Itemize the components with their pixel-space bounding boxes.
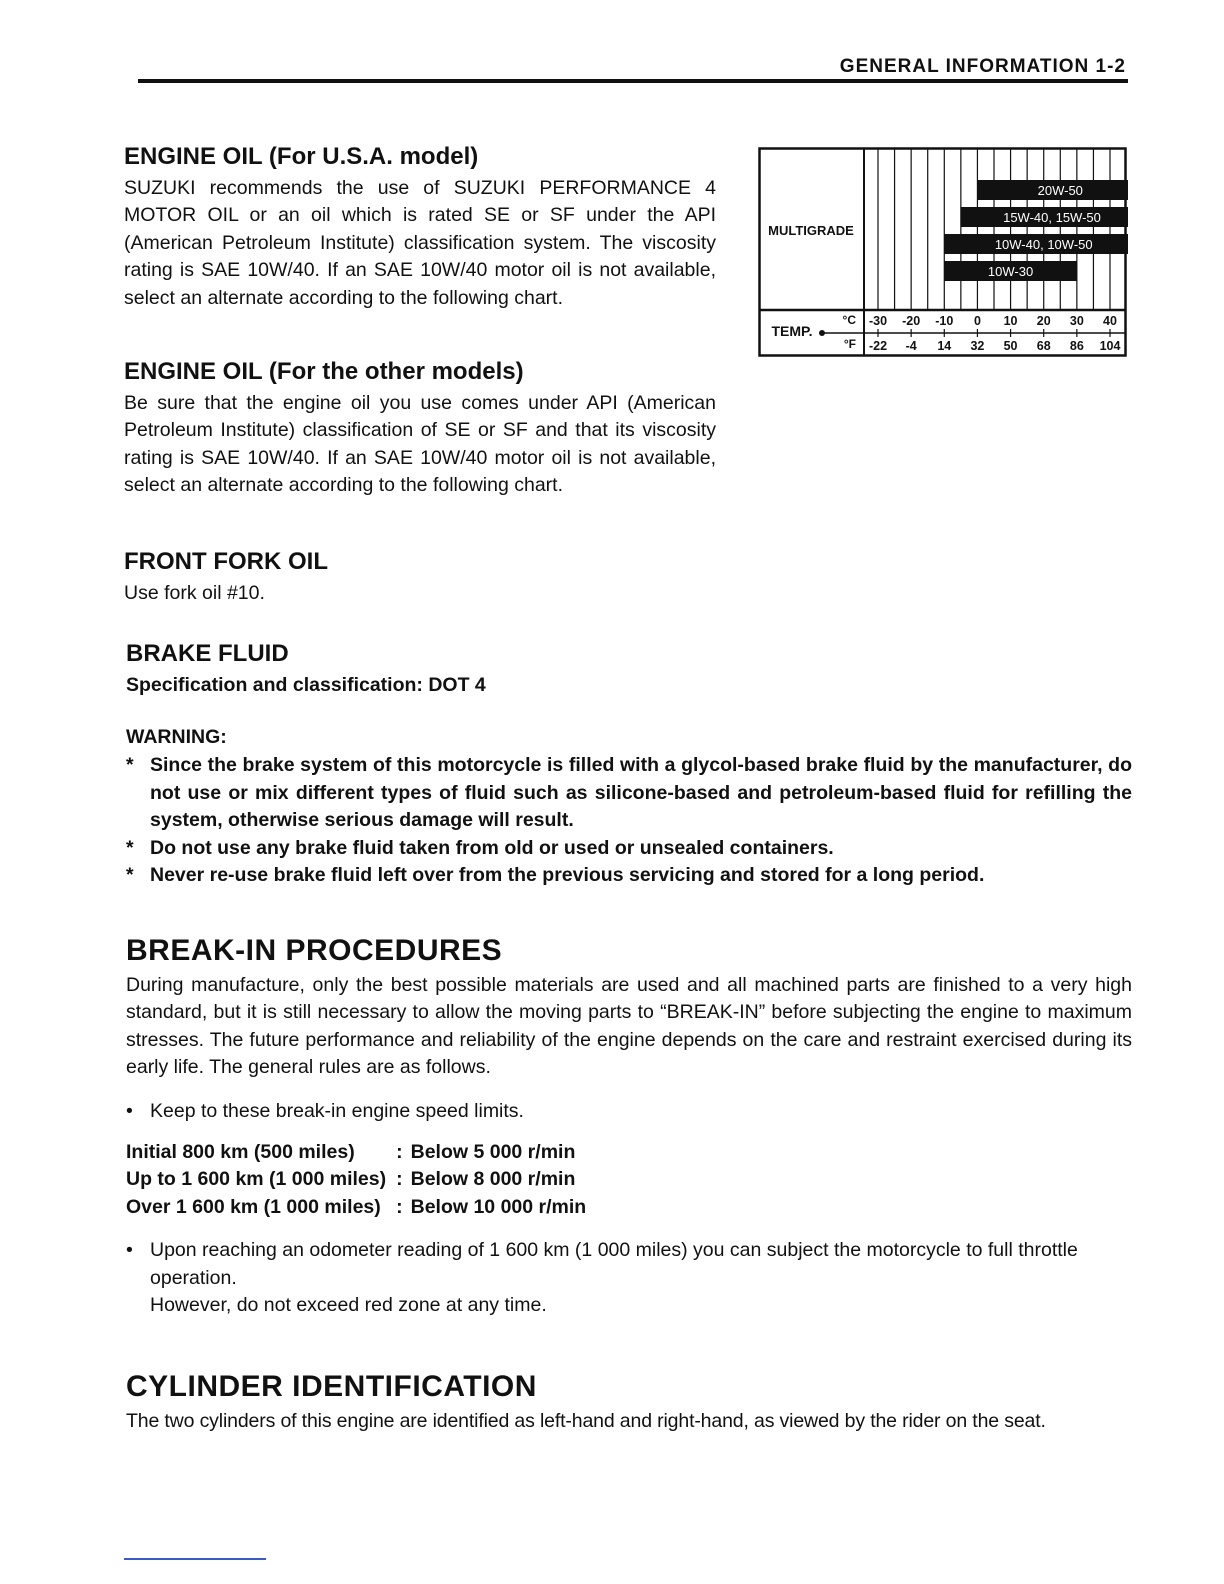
oil-viscosity-chart-svg — [758, 147, 1128, 359]
chart-tick-celsius: -30 — [868, 314, 888, 328]
section-brake-fluid — [126, 640, 1132, 890]
chart-tick-fahrenheit: 86 — [1069, 339, 1084, 353]
chart-tick-celsius: 0 — [973, 314, 981, 328]
chart-bar — [961, 207, 1128, 227]
chart-tick-celsius: 20 — [1036, 314, 1051, 328]
chart-bar-label: 20W-50 — [1037, 183, 1083, 198]
warning-text: Never re-use brake fluid left over from the previous servicing and stored for a long period. — [150, 864, 985, 887]
engine-oil-usa-heading: ENGINE OIL (For U.S.A. model) — [124, 143, 479, 170]
warning-list — [126, 752, 1132, 890]
chart-tick-fahrenheit: 68 — [1036, 339, 1051, 353]
warning-marker: * — [126, 754, 134, 776]
chart-tick-fahrenheit: -22 — [868, 339, 888, 353]
chart-bar — [944, 261, 1077, 281]
chart-tick-fahrenheit: 104 — [1099, 339, 1121, 353]
chart-bar-label: 15W-40, 15W-50 — [1003, 210, 1101, 225]
section-cylinder-identification — [126, 1370, 1136, 1435]
warning-text: Do not use any brake fluid taken from old or used or unsealed containers. — [150, 836, 834, 859]
chart-tick-celsius: 40 — [1103, 314, 1117, 328]
bullet-marker: • — [126, 1099, 133, 1122]
break-in-bullet-1 — [126, 1098, 1132, 1125]
table-row — [126, 1194, 586, 1221]
bullet-text: Upon reaching an odometer reading of 1 600 km (1 000 miles) you can subject the motorcycle to full throttle operation. — [150, 1239, 1078, 1289]
chart-unit-celsius: °C — [842, 313, 856, 327]
break-in-text: During manufacture, only the best possible materials are used and all machined parts are finished to a very high standard, but it is still necessary to allow the moving parts to “BREAK-IN” before subjecting the engine to maximum stresses. The future performance and reliability of the engine depends on the care and restraint exercised during its early life. The general rules are as follows. — [126, 974, 1132, 1079]
chart-tick-fahrenheit: 50 — [1003, 339, 1018, 353]
table-row — [126, 1139, 586, 1166]
bullet-text-continued: However, do not exceed red zone at any time. — [150, 1294, 547, 1317]
limit-sep: : — [396, 1141, 403, 1164]
chart-tick-fahrenheit: 32 — [970, 339, 985, 353]
oil-viscosity-chart — [758, 147, 1128, 364]
chart-row-label: MULTIGRADE — [768, 223, 854, 238]
brake-fluid-spec: Specification and classification: DOT 4 — [126, 674, 486, 696]
section-engine-oil-other — [124, 358, 716, 500]
header-rule — [138, 79, 1128, 83]
chart-tick-celsius: -10 — [935, 314, 954, 328]
chart-bar — [977, 180, 1128, 200]
chart-bars — [944, 180, 1128, 281]
chart-unit-fahrenheit: °F — [843, 337, 856, 351]
engine-oil-other-text: Be sure that the engine oil you use comes under API (American Petroleum Institute) classification of SE or SF and that its viscosity rating is SAE 10W/40. If an SAE 10W/40 motor oil is not available, select an alternate according to the following chart. — [124, 392, 716, 497]
limit-sep: : — [396, 1195, 403, 1218]
chart-gridlines — [878, 149, 1110, 310]
chart-bar-label: 10W-40, 10W-50 — [994, 237, 1093, 252]
break-in-heading: BREAK-IN PROCEDURES — [126, 934, 503, 967]
section-break-in — [126, 934, 1132, 1319]
limit-value: Below 10 000 r/min — [410, 1195, 587, 1218]
chart-bar-label: 10W-30 — [987, 264, 1034, 279]
chart-bar — [944, 234, 1128, 254]
chart-tick-fahrenheit: -4 — [905, 339, 917, 353]
break-in-limits-table — [126, 1139, 586, 1221]
limit-range: Initial 800 km (500 miles) — [126, 1141, 355, 1164]
limit-range: Over 1 600 km (1 000 miles) — [126, 1195, 381, 1218]
warning-title: WARNING: — [126, 726, 227, 748]
chart-temp-label: TEMP. — [771, 323, 813, 339]
engine-oil-usa-text: SUZUKI recommends the use of SUZUKI PERFORMANCE 4 MOTOR OIL or an oil which is rated SE or SF under the API (American Petroleum Institute) classification system. The viscosity rating is SAE 10W/40. If an SAE 10W/40 motor oil is not available, select an alternate according to the following chart. — [124, 177, 716, 309]
front-fork-oil-heading: FRONT FORK OIL — [124, 548, 328, 575]
warning-item — [126, 835, 1132, 863]
warning-item — [126, 862, 1132, 890]
chart-tick-fahrenheit: 14 — [937, 339, 952, 353]
chart-temp-pointer-dot — [819, 330, 825, 336]
break-in-bullet-2 — [126, 1237, 1132, 1319]
limit-sep: : — [396, 1168, 403, 1191]
chart-tick-celsius: 30 — [1069, 314, 1084, 328]
warning-text: Since the brake system of this motorcycle is filled with a glycol-based brake fluid by the manufacturer, do not use or mix different types of fluid such as silicone-based and petroleum-based fluid for refilling the system, otherwise serious damage will result. — [150, 754, 1132, 832]
bullet-text: Keep to these break-in engine speed limits. — [150, 1099, 524, 1122]
cylinder-id-text: The two cylinders of this engine are identified as left-hand and right-hand, as viewed by the rider on the seat. — [126, 1410, 1046, 1432]
header-title: GENERAL INFORMATION 1-2 — [839, 56, 1126, 77]
bullet-marker: • — [126, 1239, 133, 1262]
footer-rule — [124, 1558, 266, 1560]
limit-value: Below 5 000 r/min — [410, 1141, 576, 1164]
table-row — [126, 1166, 586, 1193]
chart-tick-celsius: -20 — [902, 314, 921, 328]
section-front-fork-oil — [124, 548, 724, 607]
engine-oil-other-heading: ENGINE OIL (For the other models) — [124, 358, 524, 385]
warning-marker: * — [126, 864, 134, 887]
brake-fluid-heading: BRAKE FLUID — [126, 640, 289, 667]
limit-value: Below 8 000 r/min — [410, 1168, 576, 1191]
warning-item — [126, 752, 1132, 835]
chart-tick-celsius: 10 — [1003, 314, 1018, 328]
warning-marker: * — [126, 836, 134, 859]
cylinder-id-heading: CYLINDER IDENTIFICATION — [126, 1370, 537, 1403]
front-fork-oil-text: Use fork oil #10. — [124, 582, 265, 604]
section-engine-oil-usa — [124, 143, 716, 312]
limit-range: Up to 1 600 km (1 000 miles) — [126, 1168, 387, 1191]
